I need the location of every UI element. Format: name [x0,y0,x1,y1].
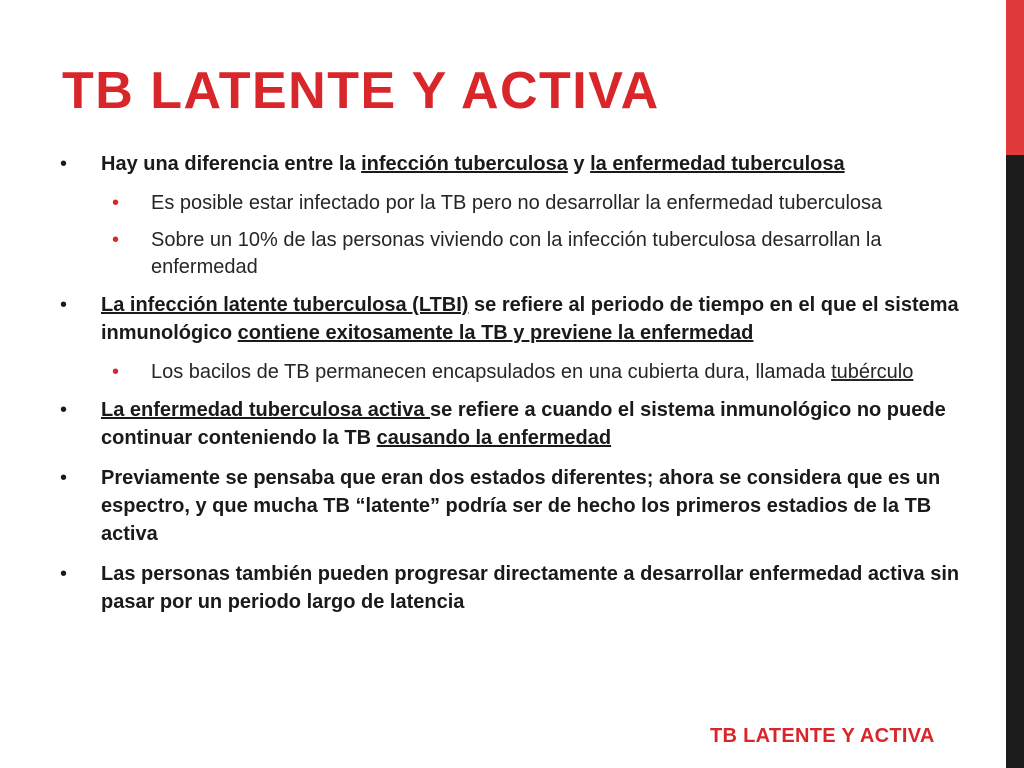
term-infection: infección tuberculosa [361,153,568,175]
bullet-icon: • [60,563,68,585]
bullet-ltbi: • La infección latente tuberculosa (LTBI) se refiere al periodo de tiempo en el que el sistema inmunológico contiene exitosamente la TB y previene la enfermedad [60,291,980,347]
term-contains-tb: contiene exitosamente la TB y previene la enfermedad [237,322,754,344]
bullet-icon: • [112,229,120,251]
sub-bullet-infected-not-sick: • Es posible estar infectado por la TB pero no desarrollar la enfermedad tuberculosa [60,190,980,217]
sidebar-accent-red [1006,0,1024,155]
term-ltbi: La infección latente tuberculosa (LTBI) [101,294,469,316]
sub-bullet-ten-percent: • Sobre un 10% de las personas viviendo con la infección tuberculosa desarrollan la enfermedad [112,229,882,278]
sidebar-accent-dark [1006,155,1024,768]
bullet-icon: • [60,467,68,489]
bullet-icon: • [60,399,68,421]
bullet-direct-progression: • Las personas también pueden progresar directamente a desarrollar enfermedad activa sin pasar por un periodo largo de latencia [60,560,980,616]
bullet-icon: • [112,361,120,383]
term-disease: la enfermedad tuberculosa [590,153,845,175]
sub-bullet-bacilli: • Los bacilos de TB permanecen encapsulados en una cubierta dura, llamada tubérculo [60,359,980,386]
bullet-list [60,150,980,628]
term-causing-disease: causando la enfermedad [376,427,612,449]
bullet-icon: • [112,192,120,214]
bullet-icon: • [60,294,68,316]
slide-title: TB LATENTE Y ACTIVA [62,62,660,120]
bullet-spectrum: • Previamente se pensaba que eran dos estados diferentes; ahora se considera que es un espectro, y que mucha TB “latente” podría ser de hecho los primeros estadios de la TB activa [60,464,980,548]
slide-footer: TB LATENTE Y ACTIVA [710,725,935,747]
bullet-difference: • Hay una diferencia entre la infección tuberculosa y la enfermedad tuberculosa [60,150,980,178]
bullet-icon: • [60,153,68,175]
bullet-active-disease: • La enfermedad tuberculosa activa se refiere a cuando el sistema inmunológico no puede continuar conteniendo la TB causando la enfermedad [60,396,980,452]
term-tuberculo: tubérculo [831,361,914,383]
term-active-disease: La enfermedad tuberculosa activa [101,399,431,421]
